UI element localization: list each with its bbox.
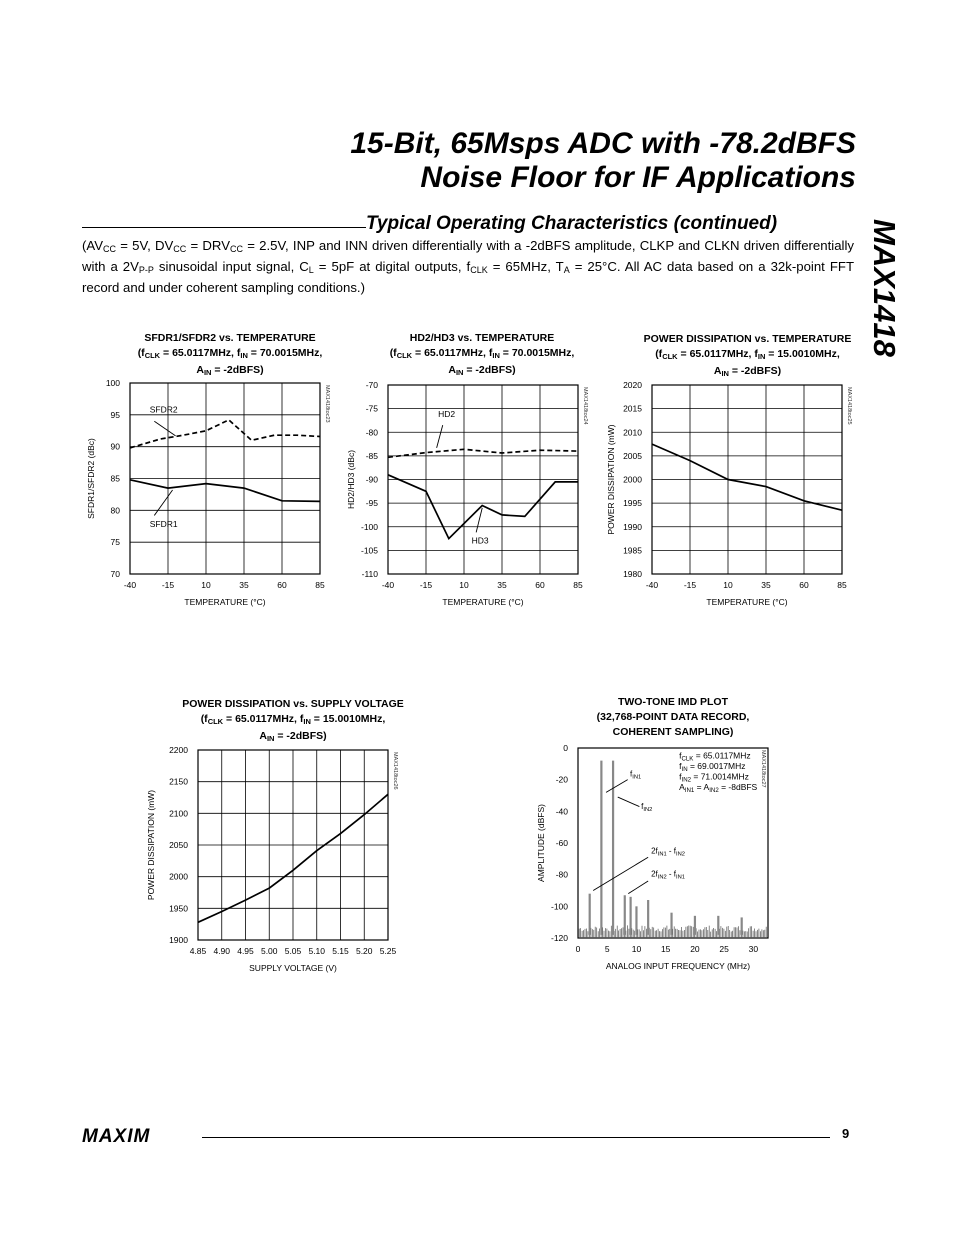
x-tick-label: 60 [535, 580, 545, 590]
title-line-2: Noise Floor for IF Applications [420, 161, 856, 194]
x-axis-label: SUPPLY VOLTAGE (V) [249, 963, 337, 973]
noise-floor [579, 925, 766, 938]
y-tick-label: 2100 [169, 808, 188, 819]
y-tick-label: 1995 [623, 498, 642, 509]
chart-hd2-hd3-vs-temperature [340, 375, 600, 615]
y-tick-label: 2000 [623, 474, 642, 485]
y-tick-label: -75 [365, 403, 378, 414]
series-label: SFDR2 [149, 404, 178, 415]
x-tick-label: 5.20 [355, 946, 373, 956]
x-tick-label: 5.15 [332, 946, 349, 956]
series-line-sfdr1 [130, 480, 320, 502]
chart-title-sfdr-vs-temp [105, 331, 355, 380]
y-tick-label: 2010 [623, 427, 642, 438]
y-axis-label: HD2/HD3 (dBc) [346, 449, 356, 510]
annotation-imd-high: $2f_{IN2} - f_{IN1}$ [651, 869, 685, 881]
x-tick-label: 5.00 [260, 946, 278, 956]
y-tick-label: 2005 [623, 450, 642, 461]
y-tick-label: 2015 [623, 403, 642, 414]
maxim-logo-text: MAXIM [82, 1126, 151, 1145]
y-tick-label: 2020 [623, 380, 642, 390]
figure-tag: MAX1418toc23 [324, 385, 330, 423]
y-tick-label: 70 [110, 569, 120, 579]
annotation-fin1: $f_{IN1}$ [630, 769, 642, 781]
chart-power-vs-temperature [600, 375, 865, 615]
chart-title-power-vs-supply [168, 697, 418, 746]
x-tick-label: 60 [277, 580, 287, 590]
y-tick-label: 1985 [623, 545, 642, 556]
x-tick-label: 5.05 [284, 946, 302, 956]
y-tick-label: -80 [555, 869, 568, 880]
chart-title-line: AIN = -2dBFS) [448, 364, 516, 377]
y-tick-label: 0 [563, 743, 568, 753]
x-tick-label: 0 [575, 944, 581, 954]
annotation-fin2: $f_{IN2}$ [641, 801, 653, 813]
annotation-arrow [618, 797, 640, 807]
y-tick-label: 2150 [169, 776, 188, 787]
x-tick-label: 60 [799, 580, 809, 590]
label-arrow [154, 421, 175, 436]
figure-tag: MAX1418toc25 [846, 387, 852, 425]
page-number: 9 [842, 1126, 850, 1141]
x-tick-label: 85 [837, 580, 847, 590]
y-tick-label: -90 [365, 474, 378, 485]
series-line [652, 444, 842, 510]
x-tick-label: 4.95 [237, 946, 254, 956]
y-tick-label: 95 [110, 409, 120, 420]
legend-entry: $f_{IN} = 69.0017MHz$ [679, 760, 746, 773]
title-line-1: 15-Bit, 65Msps ADC with -78.2dBFS [350, 127, 856, 160]
x-tick-label: 10 [723, 580, 733, 590]
x-tick-label: 35 [497, 580, 507, 590]
y-tick-label: -120 [550, 933, 568, 943]
y-tick-label: 100 [105, 378, 120, 388]
x-tick-label: 5.25 [379, 946, 397, 956]
chart-title-power-vs-temp [620, 332, 875, 381]
x-tick-label: -15 [683, 580, 697, 590]
x-tick-label: -15 [161, 580, 175, 590]
figure-tag: MAX1418toc24 [582, 387, 588, 425]
y-tick-label: -70 [365, 380, 378, 390]
chart-title-line: (fCLK = 65.0117MHz, fIN = 15.0010MHz, [655, 348, 840, 361]
chart-title-line: COHERENT SAMPLING) [612, 726, 734, 738]
page-title [150, 127, 856, 195]
chart-title-line: POWER DISSIPATION vs. SUPPLY VOLTAGE [182, 698, 404, 710]
x-tick-label: 35 [761, 580, 771, 590]
x-tick-label: 15 [660, 944, 671, 954]
chart-sfdr-vs-temperature [80, 375, 340, 615]
chart-title-line: AIN = -2dBFS) [196, 364, 264, 377]
y-axis-label: AMPLITUDE (dBFS) [536, 804, 546, 882]
x-axis-label: ANALOG INPUT FREQUENCY (MHz) [605, 961, 751, 971]
x-axis-label: TEMPERATURE (°C) [442, 597, 524, 607]
chart-title-line: (32,768-POINT DATA RECORD, [596, 711, 750, 723]
y-tick-label: 2050 [169, 840, 188, 850]
legend-entry: $f_{CLK} = 65.0117MHz$ [679, 750, 751, 763]
footer-rule [202, 1137, 830, 1138]
section-title: Typical Operating Characteristics (continued) [366, 213, 778, 234]
chart-two-tone-imd [530, 738, 785, 978]
annotation-arrow [628, 881, 648, 894]
annotation-imd-low: $2f_{IN1} - f_{IN2}$ [651, 846, 685, 858]
section-rule [82, 227, 366, 228]
x-tick-label: 5.10 [308, 946, 326, 956]
y-tick-label: 75 [110, 537, 120, 548]
x-tick-label: 30 [748, 944, 759, 954]
test-conditions: ($AV_{CC} = 5V$, $DV_{CC} = DRV_{CC} = 2.5V$, INP and INN driven differentially with a -2dBFS amplitude, CLKP and CLKN driven differentially with a $2V_{P-P}$ sinusoidal input signal, $C_L = 5pF$ at digital outputs, $f_{CLK} = 65MHz$, $T_A = 25^\circ C$. All AC data based on a 32k-point FFT record and under coherent sampling conditions.) [82, 238, 854, 295]
x-tick-label: 85 [315, 580, 325, 590]
chart-title-line: (fCLK = 65.0117MHz, fIN = 15.0010MHz, [200, 713, 386, 726]
x-tick-label: 20 [690, 944, 700, 954]
series-label: SFDR1 [149, 518, 178, 529]
label-arrow [437, 425, 443, 448]
x-tick-label: -40 [123, 580, 137, 590]
x-axis-label: TEMPERATURE (°C) [706, 597, 788, 607]
annotation-arrow [606, 780, 628, 793]
x-tick-label: -40 [381, 580, 395, 590]
x-tick-label: 10 [459, 580, 469, 590]
y-tick-label: -60 [555, 838, 568, 848]
maxim-logo [82, 1125, 194, 1145]
chart-title-line: TWO-TONE IMD PLOT [617, 696, 729, 708]
y-tick-label: -100 [550, 901, 568, 912]
series-line-hd3 [388, 475, 578, 539]
legend-entry: $A_{IN1} = A_{IN2}$ = -8dBFS [679, 781, 758, 794]
chart-title-line: HD2/HD3 vs. TEMPERATURE [409, 332, 555, 344]
y-axis-label: POWER DISSIPATION (mW) [146, 789, 156, 901]
figure-tag: MAX1418toc26 [392, 752, 398, 790]
x-tick-label: -40 [645, 580, 659, 590]
y-tick-label: 2200 [169, 745, 188, 755]
chart-title-hd-vs-temp [357, 331, 607, 380]
chart-title-line: (fCLK = 65.0117MHz, fIN = 70.0015MHz, [137, 347, 323, 360]
y-tick-label: -95 [365, 498, 378, 509]
y-tick-label: 2000 [169, 871, 188, 882]
x-tick-label: 25 [719, 944, 729, 954]
y-tick-label: 1990 [623, 521, 642, 532]
y-tick-label: 85 [110, 473, 120, 484]
x-tick-label: 85 [573, 580, 583, 590]
y-tick-label: -80 [365, 427, 378, 438]
chart-title-line: AIN = -2dBFS) [713, 365, 782, 378]
x-tick-label: 5 [604, 944, 610, 954]
x-tick-label: -15 [419, 580, 433, 590]
chart-power-vs-supply-voltage [140, 740, 410, 980]
x-tick-label: 10 [201, 580, 211, 590]
y-tick-label: -85 [365, 450, 378, 461]
chart-title-line: SFDR1/SFDR2 vs. TEMPERATURE [144, 332, 316, 344]
y-tick-label: -105 [360, 545, 378, 556]
chart-title-line: AIN = -2dBFS) [259, 730, 327, 743]
x-axis-label: TEMPERATURE (°C) [184, 597, 266, 607]
y-tick-label: -40 [555, 806, 568, 817]
x-tick-label: 4.90 [213, 946, 231, 956]
chart-title-line: POWER DISSIPATION vs. TEMPERATURE [643, 333, 852, 345]
x-tick-label: 10 [631, 944, 642, 954]
y-tick-label: -20 [555, 774, 568, 785]
y-tick-label: 1900 [169, 935, 188, 945]
label-arrow [154, 490, 172, 515]
y-tick-label: 80 [110, 505, 120, 516]
y-axis-label: SFDR1/SFDR2 (dBc) [86, 438, 96, 519]
chart-title-two-tone-imd [548, 695, 798, 740]
side-part-number-text: MAX1418 [867, 219, 902, 357]
y-tick-label: 90 [110, 441, 120, 452]
y-tick-label: -100 [360, 521, 378, 532]
y-tick-label: -110 [361, 569, 378, 579]
y-tick-label: 1950 [169, 903, 188, 914]
series-label: HD2 [438, 409, 456, 420]
legend-entry: $f_{IN2} = 71.0014MHz$ [679, 771, 749, 784]
chart-title-line: (fCLK = 65.0117MHz, fIN = 70.0015MHz, [389, 347, 575, 360]
y-tick-label: 1980 [623, 569, 642, 579]
x-tick-label: 35 [239, 580, 249, 590]
series-label: HD3 [471, 535, 489, 546]
figure-tag: MAX1418toc27 [760, 750, 766, 788]
y-axis-label: POWER DISSIPATION (mW) [606, 424, 616, 535]
x-tick-label: 4.85 [189, 946, 207, 956]
